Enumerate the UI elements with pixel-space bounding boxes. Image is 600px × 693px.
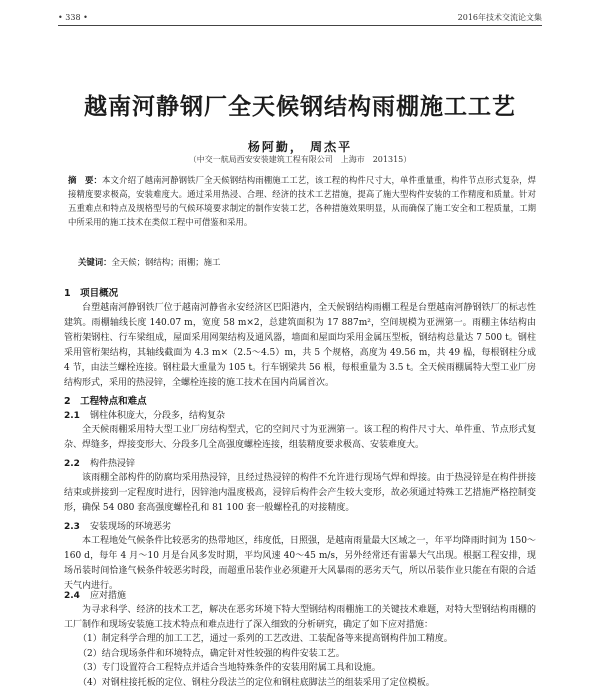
measures-list [78,632,540,690]
abstract [68,173,536,229]
section-1-heading: 1 项目概况 [64,288,119,299]
keywords-label: 关键词： [78,257,112,267]
list-item: （2）结合现场条件和环境特点，确定针对性较强的构件安装工艺。 [78,648,345,659]
section-2-4-title: 应对措施 [89,591,126,601]
section-2-3-heading [64,519,171,532]
section-2-1-title: 钢柱体积庞大，分段多，结构复杂 [89,411,225,421]
journal-name: 2016年技术交流论文集 [457,13,542,22]
section-2-2-title: 构件热浸锌 [89,459,135,469]
section-2-3-title: 安装现场的环境恶劣 [89,522,171,532]
section-2-4-number: 2.4 [64,591,80,601]
paper-authors: 杨阿勤， 周杰平 [247,140,353,154]
paper-title: 越南河静钢厂全天候钢结构雨棚施工工艺 [84,93,516,120]
section-2-1-paragraph: 全天候雨棚采用特大型工业厂房结构型式，它的空间尺寸为亚洲第一。该工程的构件尺寸大、单件重、节点形式复杂、焊缝多，焊接变形大、分段多几全高强度螺栓连接，组装精度要求极高、安装难度大。 [64,425,536,450]
author-affiliation: （中交一航局西安安装建筑工程有限公司 上海市 201315） [188,155,412,164]
abstract-text: 本文介绍了越南河静钢铁厂全天候钢结构雨棚施工工艺，该工程的构件尺寸大，单件重量重，构件节点形式复杂，焊接精度要求极高，安装难度大。通过采用热浸、合理、经济的技术工艺措施，提高了施大型构件安装的工作精度和质量。针对五重难点和特点及规格型号的气候环境要求制定的制作安装工艺，各种措施效果明显，从而确保了施工安全和工程质量，工期中所采用的施工技术在类似工程中可借鉴和采用。 [68,175,536,227]
list-item: （3）专门设置符合工程特点并适合当地特殊条件的安装用附属工具和设施。 [78,663,381,673]
section-2-4-paragraph: 为寻求科学、经济的技术工艺，解决在恶劣环境下特大型钢结构雨棚施工的关键技术难题，对特大型钢结构雨棚的工厂制作和现场安装施工技术特点和难点进行了深入细致的分析研究，确定了如下应对措施： [64,605,536,630]
section-2-2-paragraph: 该雨棚全部构件的防腐均采用热浸锌，且经过热浸锌的构件不允许进行现场气焊和焊接。由于热浸锌是在构件拼接结束或拼接到一定程度时进行，因锌池内温度极高，浸锌后构件会产生较大变形，故必须通过特殊工艺措施严格控制变形，确保 54 080 套高强度螺栓孔和 81 100 套一般螺栓孔的对接精度。 [64,473,536,513]
abstract-label: 摘 要： [68,175,103,185]
section-2-heading: 2 工程特点和难点 [64,396,147,407]
section-2-3-number: 2.3 [64,522,80,532]
section-2-3-paragraph: 本工程地处气候条件比较恶劣的热带地区，纬度低，日照强，是越南雨量最大区域之一，年平均降雨时间为 150～160 d，每年 4 月～10 月是台风多发时期，平均风速 40～45 m/s，另外经常还有雷暴大气出现。根据工程安排，现场吊装时间恰逢气候条件较恶劣时段，而超重吊装作业必须避开大风暴雨的恶劣天气，所以吊装作业只能在有限的合适天气内进行。 [64,536,536,591]
section-2-2-heading [64,456,135,469]
list-item: （1）制定科学合理的加工工艺，通过一系列的工艺改进、工装配备等来提高钢构件加工精度。 [78,634,453,644]
section-2-4-heading [64,588,126,601]
list-item: （4）对钢柱接托板的定位、钢柱分段法兰的定位和钢柱底脚法兰的组装采用了定位模板。 [78,677,435,688]
running-header [58,11,542,26]
section-2-1-number: 2.1 [64,411,80,421]
section-2-2-number: 2.2 [64,459,80,469]
section-2-1-heading [64,408,225,421]
page-number: • 338 • [58,13,88,22]
keywords-text: 全天候；钢结构；雨棚；施工 [111,257,221,267]
section-1-paragraph: 台塑越南河静钢铁厂位于越南河静省永安经济区巴阳港内，全天候钢结构雨棚工程是台塑越南河静钢铁厂的标志性建筑。雨棚轴线长度 140.07 m，宽度 58 m×2，总建筑面积为 17 887m²，空间规模为亚洲第一。雨棚主体结构由管桁架钢柱、行车梁组成，屋面采用网架结构及通风器，墙面和屋面均采用金属压型板，钢结构总量达 7 500 t。钢柱采用管桁架结构，其轴线截面为 4.3 m×（2.5～4.5）m，共 5 个规格，高度为 49.56 m，共 49 榀，每根钢柱分成 4 节，由法兰螺栓连接。钢柱最大重量为 105 t。行车钢梁共 56 根，每根重量为 3.5 t。全天候雨棚属特大型工业厂房结构形式，采用的热浸锌，全螺栓连接的施工技术在国内尚属首次。 [64,303,536,388]
keywords [78,256,536,268]
